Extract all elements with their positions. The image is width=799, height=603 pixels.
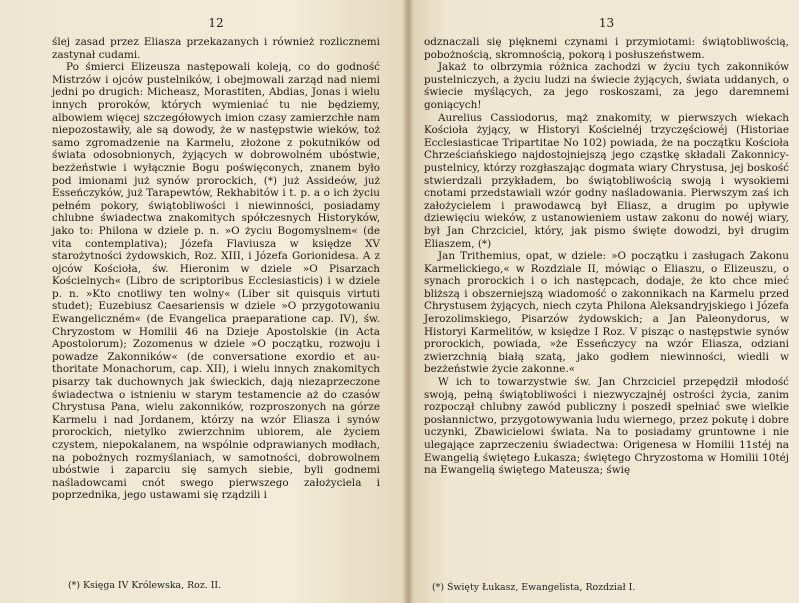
right-page-body: [424, 36, 789, 477]
right-footnote: (*) Święty Łukasz, Ewangelista, Rozdział I.: [432, 582, 636, 593]
right-paragraph-1: odznaczali się pięknemi czynami i przymiotami: świątobliwością, pobożnością, skromnością, pokorą i posłuszeństwem.: [424, 36, 789, 61]
right-page-number: 13: [598, 16, 615, 30]
right-paragraph-2: Jakaż to olbrzymia różnica zachodzi w życiu tych zakonników pustelniczych, a życiu ludzi na świecie żyjących, świata uddanych, o świecie myślących, za jego roskoszami, za jego daremnemi goniących!: [424, 61, 789, 111]
right-paragraph-4: Jan Trithemius, opat, w dziele: »O początku i zasługach Zakonu Karmelickiego,« w Rozdziale II, mówiąc o Eliaszu, o Elizeuszu, o synach prorockich i o ich następcach, dodaje, że kto chce mieć bliższą i obszerniejszą wiadomość o zakonnikach na Karmelu przed Chrystusem żyjących, niech czyta Philona Aleksandryjskiego i Józefa Jerozolimskiego, Pisarzów żydowskich; a Jan Paleonydorus, w Historyi Karmelitów, w księdze I Roz. V pisząc o następstwie synów prorockich, powiada, »że Esseńczycy na wzór Eliasza, odziani zwierzchnią białą szatą, jako godłem niewinności, wiedli w bezżeństwie życie zakonne.«: [424, 250, 789, 376]
right-paragraph-5: W ich to towarzystwie św. Jan Chrzciciel przepędził młodość swoją, pełną świątobliwości i niezwyczajnéj ostrości życia, zanim rozpoczął chlubny zawód publiczny i poszedł spełniać swe wielkie posłannictwo, przygotowywania ludu wiernego, przez pokutę i dobre uczynki, Zbawicielowi świata. Na to posiadamy gruntowne i nie ulegające zaprzeczeniu świadectwa: Origenesa w Homilii 11stéj na Ewangelią świętego Łukasza; świętego Chryzostoma w Homilii 10téj na Ewangelią świętego Mateusza; świę: [424, 376, 789, 477]
book-gutter: [402, 0, 414, 603]
left-page-number: 12: [208, 16, 224, 30]
left-page-body: [52, 36, 380, 502]
left-paragraph-1: ślej zasad przez Eliasza przekazanych i również rozlicznemi zastynał cudami.: [52, 36, 380, 61]
left-footnote: (*) Księga IV Królewska, Roz. II.: [68, 580, 222, 591]
right-page: [408, 0, 799, 603]
left-paragraph-2: Po śmierci Elizeusza następowali koleją, co do godność Mistrzów i ojców pustelników, i obejmowali zarząd nad niemi jedni po drugich: Micheasz, Morastiten, Abdias, Jonas i wielu innych proroków, których wymieniać tu nie będziemy, albowiem więcej szczegółowych imion czasy zamierzchłe nam niepozostawiły, ale są dowody, że w następstwie wieków, toż samo zgromadzenie na Karmelu, złożone z pokutników od świata odosobnionych, żyjących w dobrowolném ubóstwie, bezżeństwie i wyłącznie Bogu poświęconych, znanem było pod imionami już synów prorockich, (*) już Assideów, już Esseńczyków, już Tarapewtów, Rekhabitów i t. p. a o ich życiu pełném pokory, świątobliwości i niewinności, posiadamy chlubne świadectwa znakomitych spółczesnych Historyków, jako to: Philona w dziele p. n. »O życiu Bogomyslnem« (de vita contemplativa); Józefa Flaviusza w księdze XV starożytności żydowskich, Roz. XIII, i Józefa Gorionidesa. A z ojców Kościoła, św. Hieronim w dziele »O Pisarzach Kościelnych« (Libro de scriptoribus Ecclesiasticis) i w dziele p. n. »Kto cnotliwy ten wolny« (Liber sit quisquis virtuti studet); Euzebiusz Caesariensis w dziele »O przygotowaniu Ewangeliczném« (de Evangelica praeparatione cap. IV), św. Chryzostom w Homilii 46 na Dzieje Apostolskie (in Acta Apostolorum); Zozomenus w dziele »O początku, rozwoju i powadze Zakonników« (de conversatione exordio et authoritate Monachorum, cap. XII), i wielu innych znakomitych pisarzy tak duchownych jak świeckich, dają niezaprzeczone świadectwa o istnieniu w starym testamencie aż do czasów Chrystusa Pana, wielu zakonników, rozproszonych na górze Karmelu i nad Jordanem, którzy na wzór Eliasza i synów prorockich, nietylko zwierzchnim ubiorem, ale życiem czystem, niepokalanem, na wspólnie odprawianych modłach, na pobożnych rozmyślaniach, w samotności, dobrowolnem ubóstwie i zaparciu się samych siebie, byli godnemi naśladowcami cnót swego pierwszego założyciela i poprzednika, jego ustawami się rządzili i: [52, 61, 380, 502]
right-paragraph-3: Aurelius Cassiodorus, mąż znakomity, w pierwszych wiekach Kościoła żyjący, w Historyi Kościelnéj trzyczęściowéj (Historiae Ecclesiasticae Tripartitae No 102) powiada, że na początku Kościoła Chrześciańskiego najdostojniejszą jego cząstkę składali Zakonnicy-pustelnicy, którzy rozgłaszając dogmata wiary Chrystusa, jej boskość stwierdzali przykładem, bo świątobliwością swoją i wysokiemi cnotami przedstawiali wzór godny naśladowania. Pierwszym zaś ich założycielem i prawodawcą był Eliasz, a drugim po upływie dziewięciu wieków, z ustanowieniem ustaw zakonu do nowéj wiary, był Jan Chrzciciel, który, jak pismo święte dowodzi, był drugim Eliaszem, (*): [424, 111, 789, 250]
